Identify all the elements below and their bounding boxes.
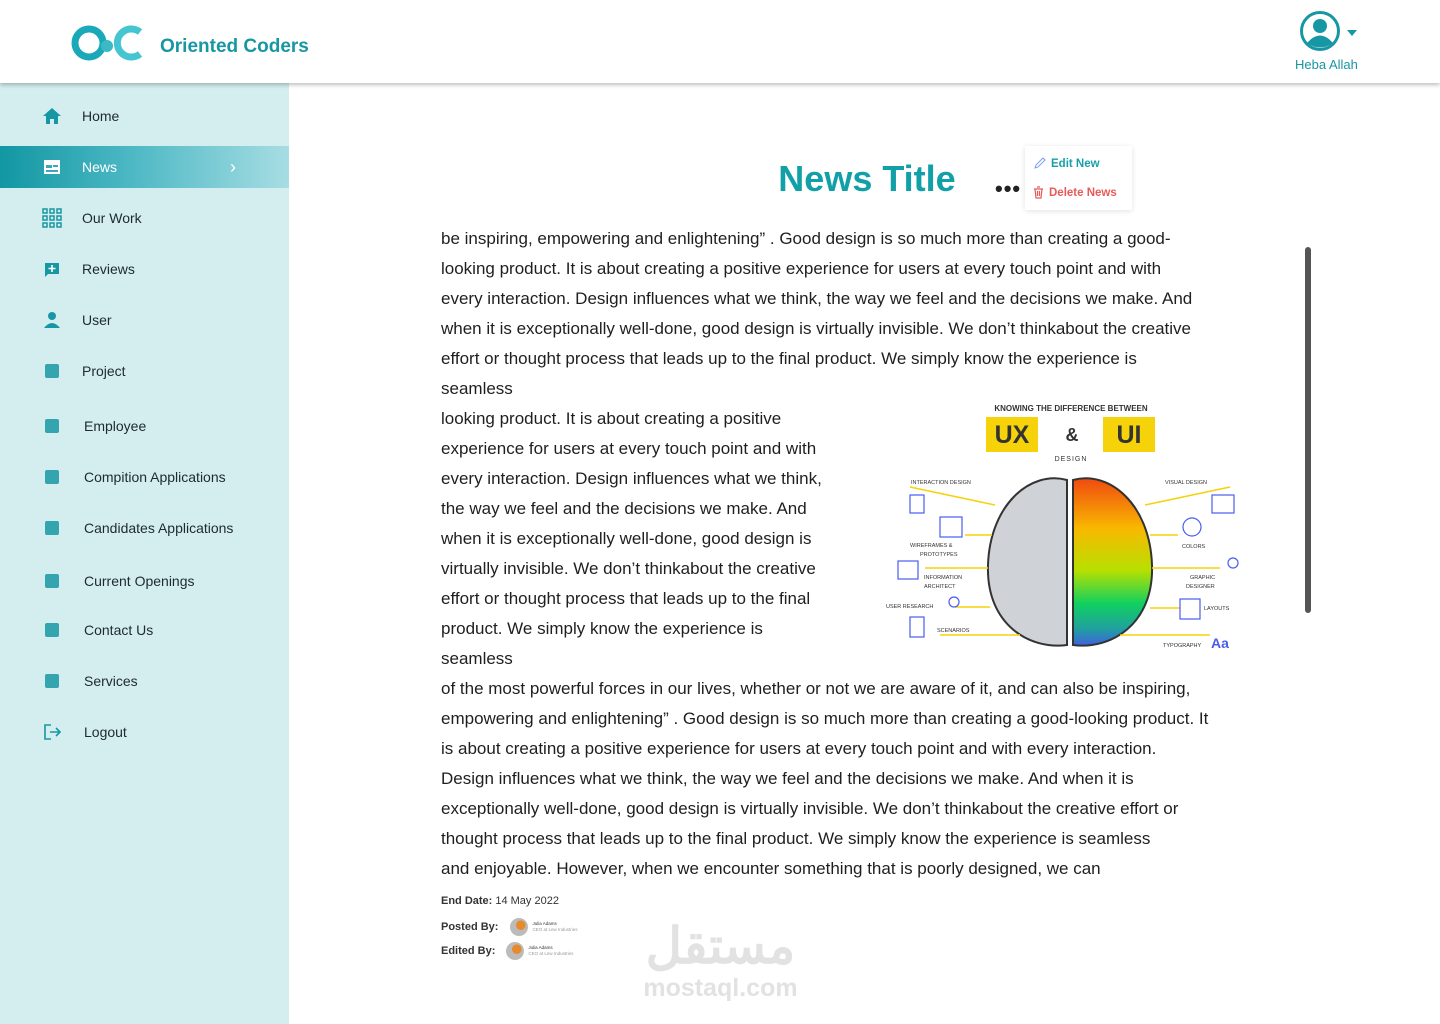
svg-text:INFORMATION: INFORMATION	[924, 575, 963, 581]
sidebar-item-label: Compition Applications	[84, 469, 226, 485]
home-icon	[42, 106, 62, 126]
scrollbar[interactable]	[1305, 247, 1311, 613]
sidebar-item-project[interactable]	[0, 350, 289, 392]
brand-name[interactable]: Oriented Coders	[160, 36, 309, 57]
svg-text:Aa: Aa	[1211, 635, 1229, 651]
grid-icon	[42, 208, 62, 228]
end-date: End Date: 14 May 2022	[441, 895, 559, 907]
project-icon	[42, 361, 62, 381]
sidebar-item-services[interactable]	[0, 660, 289, 702]
medal-icon	[42, 467, 62, 487]
text-line: seamless	[441, 379, 513, 398]
text-line: effort or thought process that leads up to the final	[441, 589, 811, 608]
news-options-menu	[1025, 146, 1132, 210]
svg-text:INTERACTION DESIGN: INTERACTION DESIGN	[911, 480, 971, 486]
text-line: product. We simply know the experience is	[441, 619, 763, 638]
author-name: Julia Adams	[532, 921, 557, 926]
figure-heading: KNOWING THE DIFFERENCE BETWEEN	[994, 404, 1148, 413]
text-line: seamless	[441, 649, 513, 668]
employee-icon	[42, 416, 62, 436]
text-line: experience for users at every touch point and with	[441, 439, 817, 458]
ui-brain	[1073, 478, 1152, 645]
review-icon	[42, 259, 62, 279]
more-options-icon[interactable]: •••	[995, 176, 1022, 201]
text-line: the way we feel and the decisions we make. And	[441, 499, 807, 518]
sidebar-item-compition-applications[interactable]	[0, 456, 289, 498]
sidebar-item-label: User	[82, 312, 112, 328]
svg-text:GRAPHIC: GRAPHIC	[1190, 575, 1216, 581]
text-line: be inspiring, empowering and enlightening” . Good design is so much more than creating a good-	[441, 229, 1171, 248]
author-avatar[interactable]	[510, 918, 528, 936]
sidebar	[0, 83, 289, 1024]
design-label: DESIGN	[1054, 456, 1088, 463]
paragraph	[441, 674, 1281, 884]
sidebar-item-label: Current Openings	[84, 573, 195, 589]
logout-icon	[42, 722, 62, 742]
text-line: when it is exceptionally well-done, good design is	[441, 529, 812, 548]
sidebar-item-label: Candidates Applications	[84, 520, 234, 536]
svg-text:TYPOGRAPHY: TYPOGRAPHY	[1163, 643, 1202, 649]
page-title: News Title	[778, 158, 956, 199]
text-line: every interaction. Design influences what we think, the way we feel and the decisions we make. And	[441, 289, 1193, 308]
text-line: is about creating a positive experience for users at every touch point and with every interaction.	[441, 739, 1157, 758]
text-line: when it is exceptionally well-done, good design is virtually invisible. We don’t thinkabout the creative	[441, 319, 1191, 338]
delete-news-item[interactable]: Delete News	[1033, 186, 1117, 199]
sidebar-item-user[interactable]	[0, 299, 289, 341]
edit-news-item[interactable]: Edit New	[1033, 157, 1100, 170]
sidebar-item-label: Logout	[84, 724, 127, 740]
posted-by: Posted By: Julia Adams CEO at Lew Industries	[441, 918, 578, 936]
sidebar-item-label: Employee	[84, 418, 147, 434]
text-line: empowering and enlightening” . Good design is so much more than creating a good-looking product. It	[441, 709, 1209, 728]
trash-icon	[1033, 186, 1044, 199]
text-line: looking product. It is about creating a positive	[441, 409, 782, 428]
text-line: Design influences what we think, the way we feel and the decisions we make. And when it is	[441, 769, 1134, 788]
sidebar-item-employee[interactable]	[0, 405, 289, 447]
sidebar-item-label: Services	[84, 673, 138, 689]
sidebar-item-contact-us[interactable]	[0, 609, 289, 651]
sidebar-item-label: Reviews	[82, 261, 135, 277]
ux-ui-infographic	[880, 395, 1260, 660]
text-line: thought process that leads up to the final product. We simply know the experience is seamless	[441, 829, 1151, 848]
sidebar-item-label: Contact Us	[84, 622, 154, 638]
sidebar-item-label: Project	[82, 363, 126, 379]
newspaper-icon	[42, 157, 62, 177]
svg-text:WIREFRAMES &: WIREFRAMES &	[910, 543, 953, 549]
sidebar-item-news[interactable]	[0, 146, 289, 188]
sidebar-item-label: Our Work	[82, 210, 142, 226]
ui-label: UI	[1116, 421, 1142, 449]
chevron-right-icon: ›	[230, 156, 236, 177]
editor-role: CEO at Lew Industries	[528, 951, 574, 956]
sidebar-item-home[interactable]	[0, 95, 289, 137]
sidebar-item-label: Home	[82, 108, 120, 124]
paragraph	[441, 224, 1281, 404]
pencil-icon	[1033, 157, 1046, 170]
amp-label: &	[1065, 425, 1079, 445]
sidebar-item-reviews[interactable]	[0, 248, 289, 290]
user-avatar-icon[interactable]	[1295, 10, 1365, 54]
sidebar-item-our-work[interactable]	[0, 197, 289, 239]
svg-text:SCENARIOS: SCENARIOS	[937, 628, 970, 634]
ux-brain	[988, 478, 1067, 645]
text-line: of the most powerful forces in our lives, whether or not we are aware of it, and can also be inspiring,	[441, 679, 1191, 698]
text-line: exceptionally well-done, good design is virtually invisible. We don’t thinkabout the creative effort or	[441, 799, 1179, 818]
editor-avatar[interactable]	[506, 942, 524, 960]
svg-text:PROTOTYPES: PROTOTYPES	[920, 552, 958, 558]
svg-text:VISUAL DESIGN: VISUAL DESIGN	[1165, 480, 1207, 486]
watermark: مستقل mostaql.com	[643, 918, 798, 1002]
sidebar-item-logout[interactable]	[0, 711, 289, 753]
contact-icon	[42, 620, 62, 640]
svg-text:LAYOUTS: LAYOUTS	[1204, 606, 1230, 612]
caret-down-icon	[1347, 30, 1357, 36]
oriented-coders-logo[interactable]	[72, 24, 146, 62]
user-icon	[42, 310, 62, 330]
list-icon	[42, 518, 62, 538]
svg-text:DESIGNER: DESIGNER	[1186, 584, 1215, 590]
sidebar-item-label: News	[82, 159, 118, 175]
text-line: virtually invisible. We don’t thinkabout the creative	[441, 559, 816, 578]
text-line: every interaction. Design influences what we think,	[441, 469, 822, 488]
services-icon	[42, 671, 62, 691]
sidebar-item-candidates-applications[interactable]	[0, 507, 289, 549]
edited-by: Edited By: Julia Adams CEO at Lew Industries	[441, 942, 573, 960]
svg-text:ARCHITECT: ARCHITECT	[924, 584, 956, 590]
text-line: and enjoyable. However, when we encounter something that is poorly designed, we can	[441, 859, 1101, 878]
top-header	[0, 0, 1440, 83]
text-line: effort or thought process that leads up to the final product. We simply know the experience is	[441, 349, 1137, 368]
author-role: CEO at Lew Industries	[532, 927, 578, 932]
openings-icon	[42, 571, 62, 591]
user-name: Heba Allah	[1295, 57, 1358, 72]
editor-name: Julia Adams	[528, 945, 553, 950]
sidebar-item-current-openings[interactable]	[0, 560, 289, 602]
svg-text:USER RESEARCH: USER RESEARCH	[886, 604, 934, 610]
text-line: looking product. It is about creating a positive experience for users at every touch point and with	[441, 259, 1162, 278]
svg-text:COLORS: COLORS	[1182, 544, 1206, 550]
ux-label: UX	[994, 421, 1030, 449]
